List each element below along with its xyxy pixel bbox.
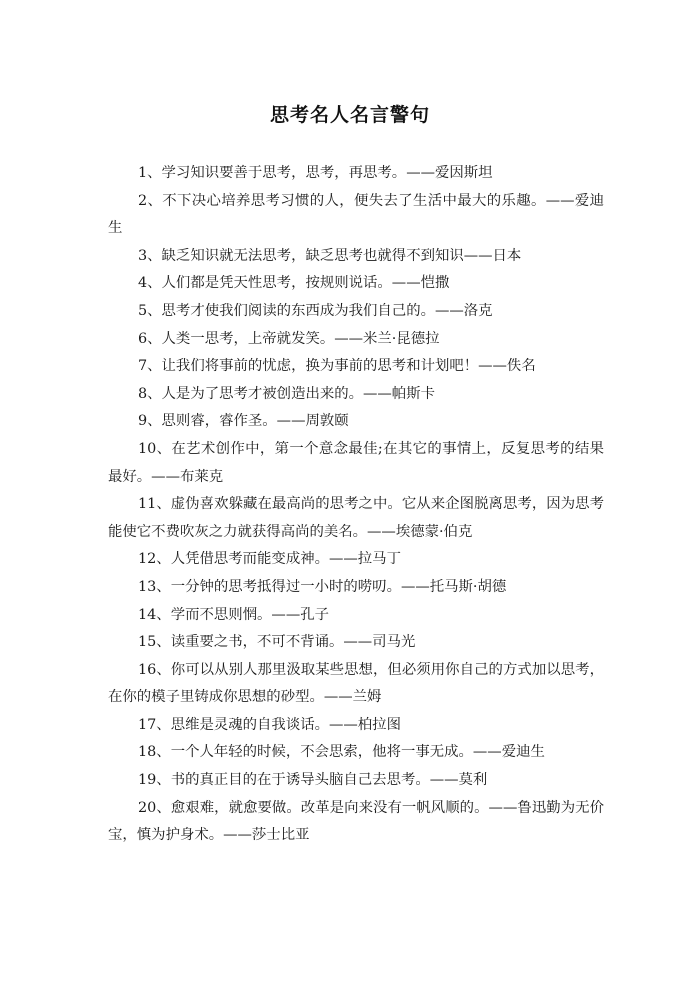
page-title: 思考名人名言警句	[269, 104, 430, 126]
quote-item: 6、人类一思考，上帝就发笑。——米兰·昆德拉	[138, 330, 440, 347]
quote-item: 3、缺乏知识就无法思考，缺乏思考也就得不到知识——日本	[138, 247, 522, 264]
quote-item: 12、人凭借思考而能变成神。——拉马丁	[138, 551, 401, 568]
quote-item: 7、让我们将事前的忧虑，换为事前的思考和计划吧！——佚名	[138, 358, 536, 375]
quote-item: 4、人们都是凭天性思考，按规则说话。——恺撒	[138, 275, 450, 292]
quote-item: 8、人是为了思考才被创造出来的。——帕斯卡	[138, 385, 435, 402]
quote-item: 2、不下决心培养思考习惯的人，便失去了生活中最大的乐趣。——爱迪生	[108, 192, 604, 237]
quote-item: 19、书的真正目的在于诱导头脑自己去思考。——莫利	[138, 772, 488, 789]
quote-item: 10、在艺术创作中，第一个意念最佳;在其它的事情上，反复思考的结果最好。——布莱克	[108, 440, 604, 485]
quote-item: 5、思考才使我们阅读的东西成为我们自己的。——洛克	[138, 302, 493, 319]
quote-item: 17、思维是灵魂的自我谈话。——柏拉图	[138, 716, 401, 733]
quote-item: 14、学而不思则惘。——孔子	[138, 606, 329, 623]
quote-item: 1、学习知识要善于思考，思考，再思考。——爱因斯坦	[138, 165, 493, 181]
quote-item: 11、虚伪喜欢躲藏在最高尚的思考之中。它从来企图脱离思考，因为思考能使它不费吹灰之力就获得高尚的美名。——埃德蒙·伯克	[108, 496, 604, 540]
quote-list	[108, 160, 604, 850]
quote-item: 15、读重要之书，不可不背诵。——司马光	[138, 634, 416, 651]
quote-item: 18、一个人年轻的时候，不会思索，他将一事无成。——爱迪生	[138, 744, 545, 761]
quote-item: 9、思则睿，睿作圣。——周敦颐	[138, 413, 349, 430]
quote-item: 20、愈艰难，就愈要做。改革是向来没有一帆风顺的。——鲁迅勤为无价宝，慎为护身术。——莎士比亚	[108, 799, 604, 844]
quote-item: 13、一分钟的思考抵得过一小时的唠叨。——托马斯·胡德	[138, 578, 507, 595]
quote-item: 16、你可以从别人那里汲取某些思想，但必须用你自己的方式加以思考，在你的模子里铸成你思想的砂型。——兰姆	[108, 661, 604, 706]
